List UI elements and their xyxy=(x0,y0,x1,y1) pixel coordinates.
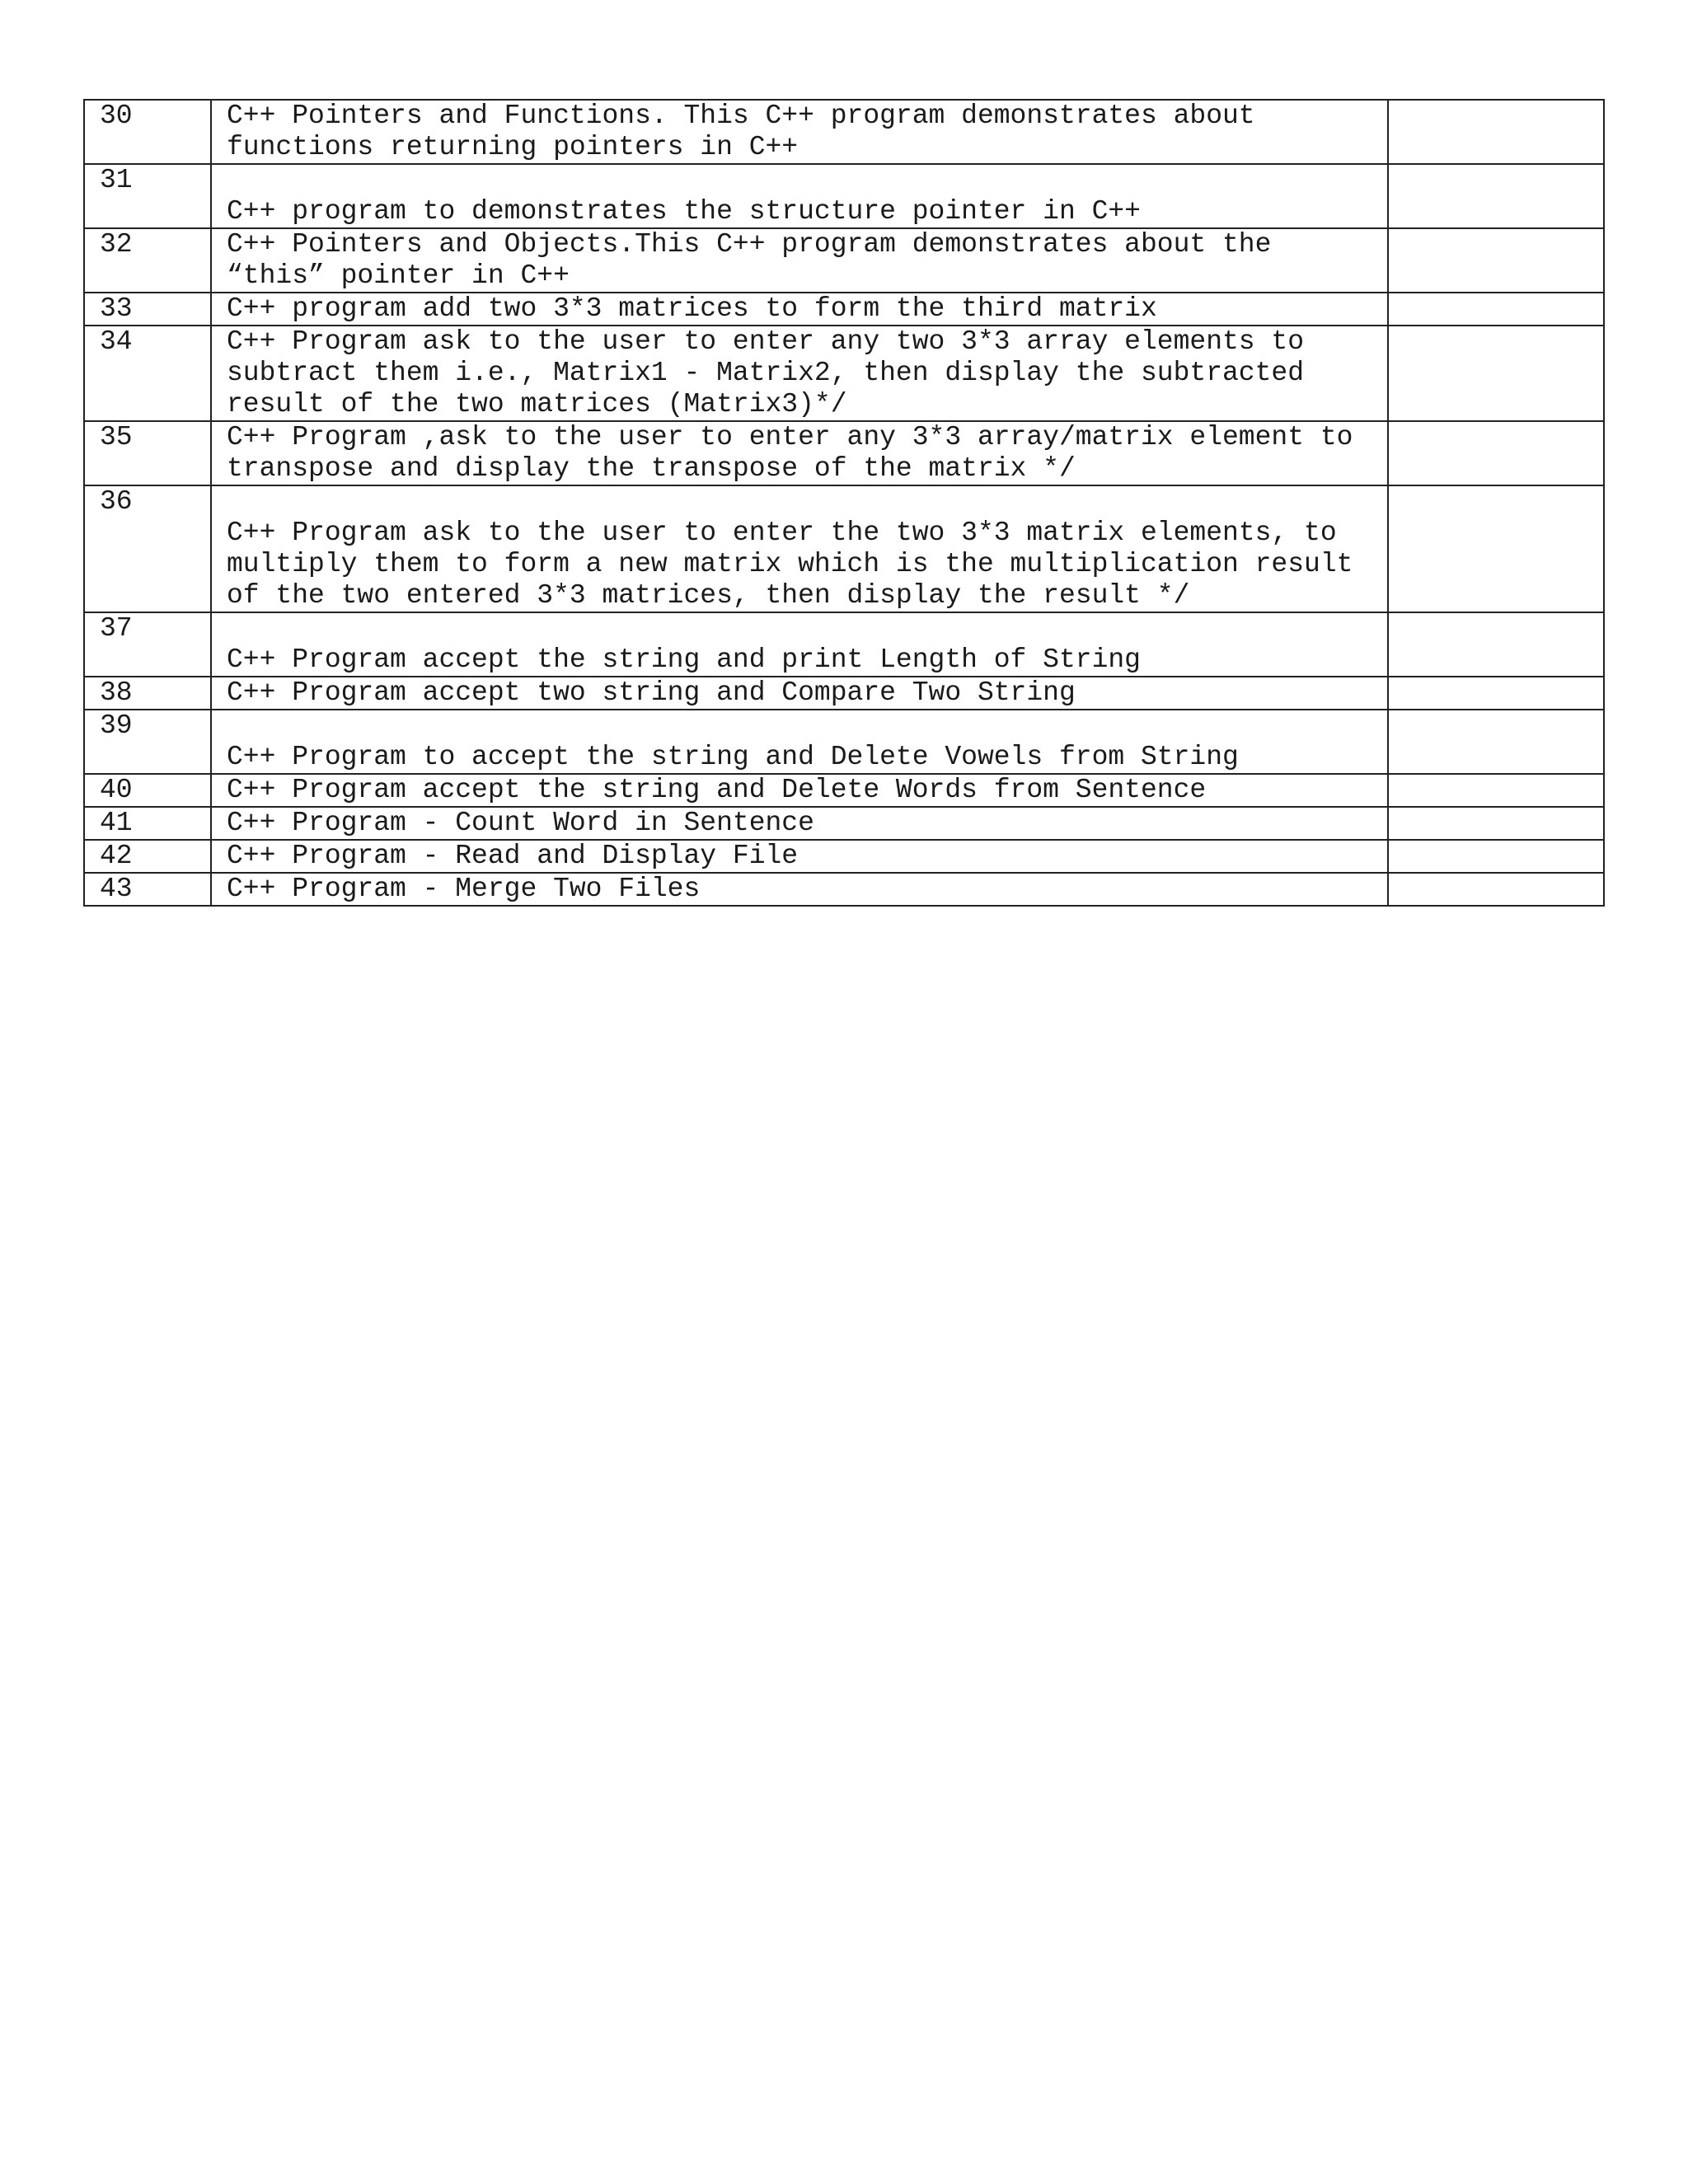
remarks-cell xyxy=(1388,326,1604,421)
remarks-cell xyxy=(1388,807,1604,840)
remarks-cell xyxy=(1388,485,1604,612)
remarks-cell xyxy=(1388,100,1604,164)
table-row xyxy=(84,774,1604,807)
remarks-cell xyxy=(1388,421,1604,485)
remarks-cell xyxy=(1388,612,1604,677)
table-row xyxy=(84,873,1604,906)
row-number-cell: 30 xyxy=(84,100,211,164)
table-row xyxy=(84,840,1604,873)
program-description-cell: C++ Program accept two string and Compare Two String xyxy=(211,677,1388,710)
row-number-cell: 31 xyxy=(84,164,211,228)
table-row xyxy=(84,485,1604,612)
table-row xyxy=(84,807,1604,840)
program-description-cell: C++ Program accept the string and Delete Words from Sentence xyxy=(211,774,1388,807)
program-description-cell: C++ Program accept the string and print Length of String xyxy=(211,612,1388,677)
program-description-cell: C++ Program ask to the user to enter any two 3*3 array elements to subtract them i.e., Matrix1 - Matrix2, then display the subtracted result of the two matrices (Matrix3)*/ xyxy=(211,326,1388,421)
table-row xyxy=(84,710,1604,774)
table-row xyxy=(84,677,1604,710)
row-number-cell: 36 xyxy=(84,485,211,612)
remarks-cell xyxy=(1388,840,1604,873)
program-list-table xyxy=(83,99,1605,907)
table-row xyxy=(84,228,1604,293)
table-row xyxy=(84,164,1604,228)
table-row xyxy=(84,293,1604,326)
program-description-cell: C++ Program - Read and Display File xyxy=(211,840,1388,873)
program-description-cell: C++ Pointers and Functions. This C++ program demonstrates about functions returning pointers in C++ xyxy=(211,100,1388,164)
program-description-cell: C++ Program ,ask to the user to enter any 3*3 array/matrix element to transpose and display the transpose of the matrix */ xyxy=(211,421,1388,485)
remarks-cell xyxy=(1388,293,1604,326)
program-description-cell: C++ Program - Merge Two Files xyxy=(211,873,1388,906)
row-number-cell: 43 xyxy=(84,873,211,906)
table-row xyxy=(84,326,1604,421)
remarks-cell xyxy=(1388,164,1604,228)
row-number-cell: 32 xyxy=(84,228,211,293)
remarks-cell xyxy=(1388,677,1604,710)
program-description-cell: C++ Program ask to the user to enter the two 3*3 matrix elements, to multiply them to form a new matrix which is the multiplication result of the two entered 3*3 matrices, then display the result */ xyxy=(211,485,1388,612)
program-description-cell: C++ program to demonstrates the structure pointer in C++ xyxy=(211,164,1388,228)
row-number-cell: 38 xyxy=(84,677,211,710)
program-description-cell: C++ Pointers and Objects.This C++ program demonstrates about the “this” pointer in C++ xyxy=(211,228,1388,293)
table-row xyxy=(84,612,1604,677)
row-number-cell: 40 xyxy=(84,774,211,807)
program-description-cell: C++ program add two 3*3 matrices to form the third matrix xyxy=(211,293,1388,326)
row-number-cell: 37 xyxy=(84,612,211,677)
program-list-body xyxy=(84,100,1604,906)
row-number-cell: 41 xyxy=(84,807,211,840)
row-number-cell: 33 xyxy=(84,293,211,326)
remarks-cell xyxy=(1388,873,1604,906)
program-description-cell: C++ Program - Count Word in Sentence xyxy=(211,807,1388,840)
table-row xyxy=(84,100,1604,164)
row-number-cell: 39 xyxy=(84,710,211,774)
remarks-cell xyxy=(1388,774,1604,807)
remarks-cell xyxy=(1388,710,1604,774)
remarks-cell xyxy=(1388,228,1604,293)
table-row xyxy=(84,421,1604,485)
row-number-cell: 35 xyxy=(84,421,211,485)
program-description-cell: C++ Program to accept the string and Delete Vowels from String xyxy=(211,710,1388,774)
row-number-cell: 42 xyxy=(84,840,211,873)
row-number-cell: 34 xyxy=(84,326,211,421)
